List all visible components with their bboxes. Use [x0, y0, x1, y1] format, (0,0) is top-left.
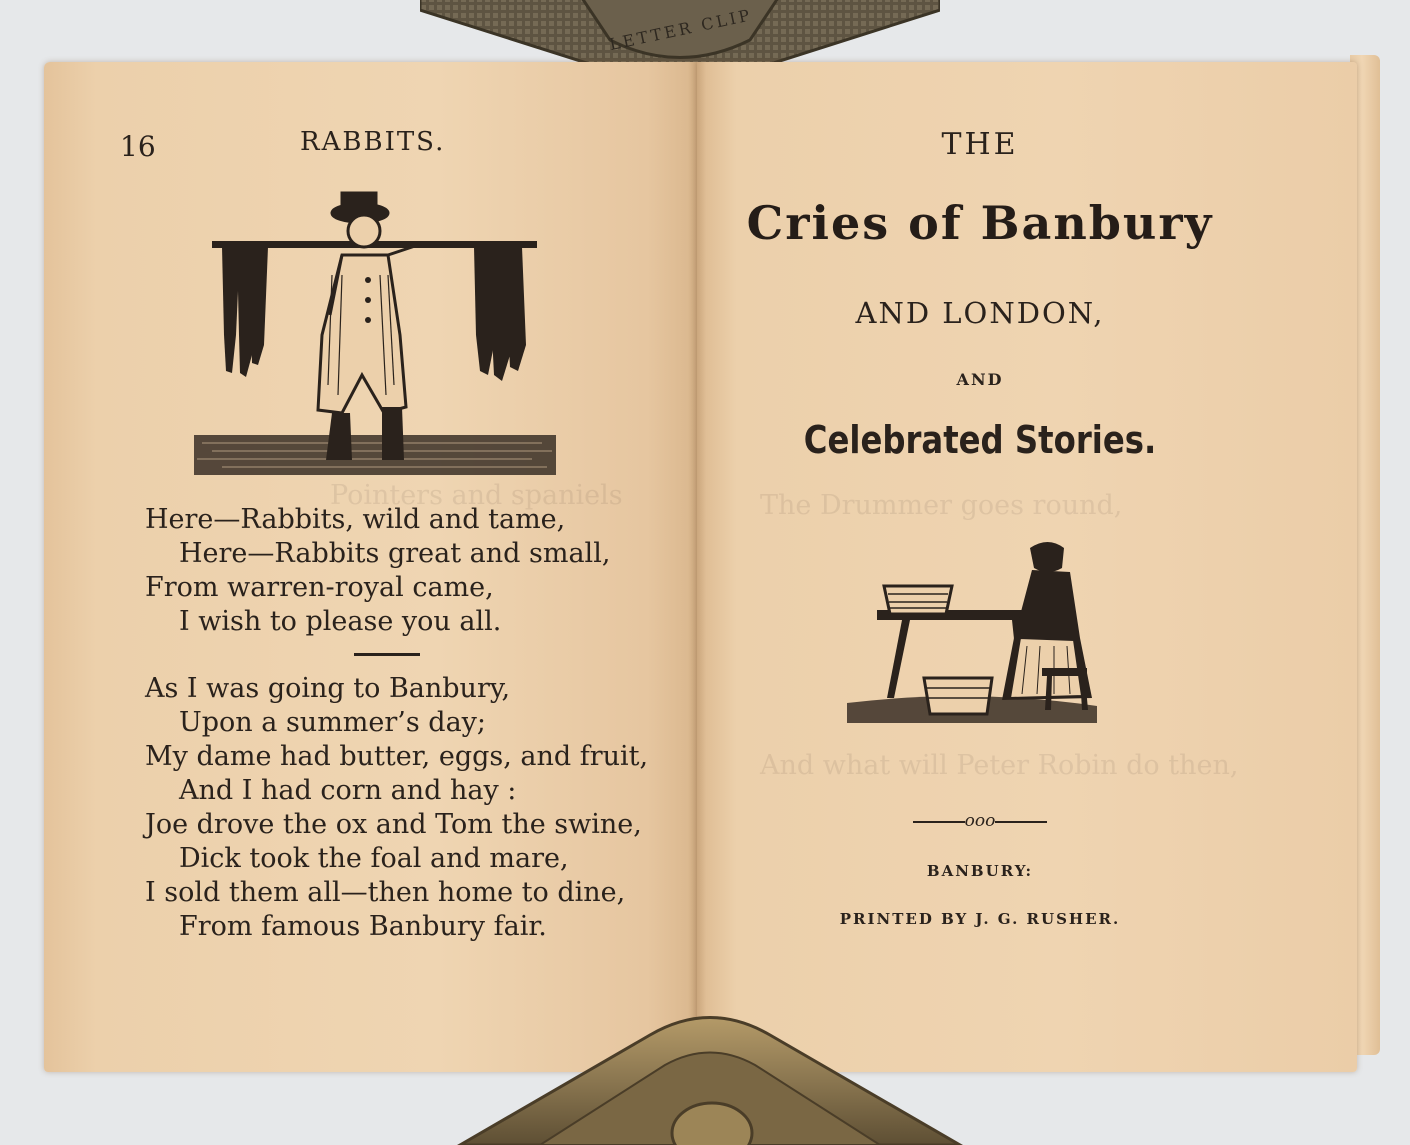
poem-line: Here—Rabbits, wild and tame,	[145, 504, 566, 535]
section-rule	[354, 653, 420, 656]
title-the: THE	[941, 127, 1019, 162]
ornament-text: ooo	[964, 811, 996, 831]
letter-clip-bottom	[450, 1005, 970, 1145]
poem-line: As I was going to Banbury,	[145, 673, 511, 704]
poem-line: I sold them all—then home to dine,	[145, 877, 626, 908]
subtitle-stories: Celebrated Stories.	[803, 418, 1157, 462]
ornament-dash	[913, 821, 965, 823]
imprint-printer: PRINTED BY J. G. RUSHER.	[839, 910, 1121, 928]
book-title: Cries of Banbury	[746, 196, 1214, 250]
show-through-text: And what will Peter Robin do then,	[760, 750, 1239, 781]
poem-line: And I had corn and hay :	[179, 775, 517, 806]
poem-line: Here—Rabbits great and small,	[179, 538, 611, 569]
poem-line: From famous Banbury fair.	[179, 911, 547, 942]
poem-line: My dame had butter, eggs, and fruit,	[145, 741, 649, 772]
subtitle-london: AND LONDON,	[855, 296, 1105, 330]
ornament-dash	[995, 821, 1047, 823]
poem-line: From warren-royal came,	[145, 572, 494, 603]
imprint-place: BANBURY:	[926, 862, 1034, 880]
rabbits-stanza	[145, 503, 610, 639]
banbury-stanza	[145, 672, 648, 944]
rabbit-seller-woodcut	[192, 185, 562, 480]
poem-line: I wish to please you all.	[179, 606, 502, 637]
poem-line: Dick took the foal and mare,	[179, 843, 569, 874]
subtitle-and: AND	[956, 370, 1004, 389]
poem-line: Upon a summer’s day;	[179, 707, 487, 738]
show-through-text: The Drummer goes round,	[760, 490, 1123, 521]
page-number: 16	[120, 130, 156, 163]
running-head: RABBITS.	[300, 127, 446, 157]
ornament-rule	[700, 811, 1260, 831]
clip-lettering: LETTER CLIP	[607, 5, 755, 55]
poem-line: Joe drove the ox and Tom the swine,	[145, 809, 642, 840]
show-through-text: Pointers and spaniels	[330, 480, 623, 511]
market-woman-woodcut	[842, 528, 1107, 728]
